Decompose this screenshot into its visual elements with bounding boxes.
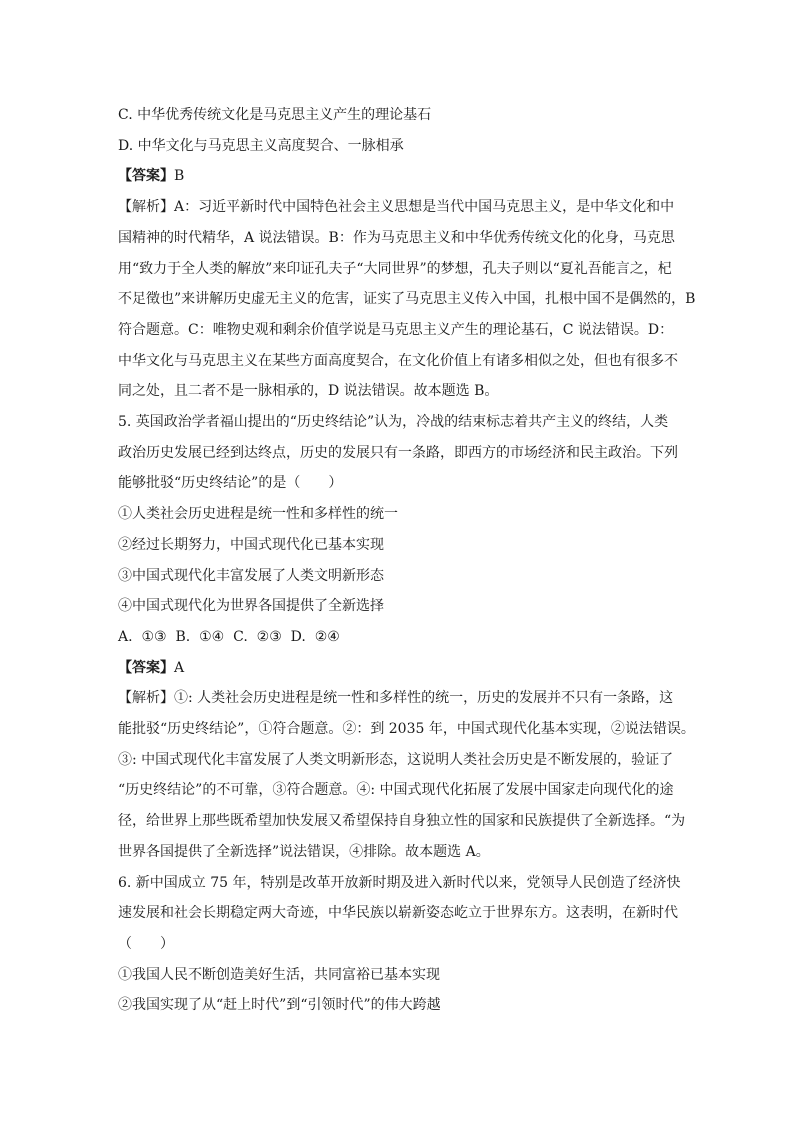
question-line: 速发展和社会长期稳定两大奇迹，中华民族以崭新姿态屹立于世界东方。这表明，在新时代 [118, 905, 678, 922]
document-page [118, 100, 696, 1021]
option-d: D. 中华文化与马克思主义高度契合、一脉相承 [118, 137, 404, 154]
statement-item: ①我国人民不断创造美好生活，共同富裕已基本实现 [118, 966, 440, 983]
statement-item: ①人类社会历史进程是统一性和多样性的统一 [118, 506, 398, 523]
choices-line: A. ①③ B. ①④ C. ②③ D. ②④ [118, 628, 340, 645]
analysis-line: 国精神的时代精华，A 说法错误。B：作为马克思主义和中华优秀传统文化的化身，马克思 [118, 229, 675, 246]
analysis-line: 【解析】A：习近平新时代中国特色社会主义思想是当代中国马克思主义，是中华文化和中 [118, 199, 675, 216]
analysis-line: 不足徵也”来讲解历史虚无主义的危害，证实了马克思主义传入中国，扎根中国不是偶然的，B [118, 291, 696, 308]
q5-choices [118, 622, 684, 653]
q5-analysis [118, 683, 695, 867]
question-line: 政治历史发展已经到达终点，历史的发展只有一条路，即西方的市场经济和民主政治。下列 [118, 444, 678, 461]
analysis-line: 用“致力于全人类的解放”来印证孔夫子“大同世界”的梦想，孔夫子则以“夏礼吾能言之，杞 [118, 260, 672, 277]
answer-label: 【答案】 [118, 168, 174, 185]
statement-item: ③中国式现代化丰富发展了人类文明新形态 [118, 567, 384, 584]
analysis-line: ③: 中国式现代化丰富发展了人类文明新形态，这说明人类社会历史是不断发展的，验证了 [118, 751, 674, 768]
q4-answer [118, 161, 684, 192]
analysis-line: 符合题意。C：唯物史观和剩余价值学说是马克思主义产生的理论基石，C 说法错误。D： [118, 321, 674, 338]
q6-items [118, 960, 684, 1021]
q4-analysis [118, 192, 696, 407]
statement-item: ②经过长期努力，中国式现代化已基本实现 [118, 536, 384, 553]
question-line: 5. 英国政治学者福山提出的“历史终结论”认为，冷战的结束标志着共产主义的终结，人类 [118, 414, 669, 431]
q5-stem [118, 407, 684, 499]
statement-item: ②我国实现了从“赶上时代”到“引领时代”的伟大跨越 [118, 997, 441, 1014]
answer-value: A [174, 659, 185, 676]
answer-value: B [174, 168, 185, 185]
analysis-line: 同之处，且二者不是一脉相承的，D 说法错误。故本题选 B。 [118, 383, 499, 400]
answer-label: 【答案】 [118, 659, 174, 676]
question-line: （ ） [118, 935, 174, 952]
analysis-line: 中华文化与马克思主义在某些方面高度契合，在文化价值上有诸多相似之处，但也有很多不 [118, 352, 678, 369]
analysis-line: 世界各国提供了全新选择”说法错误，④排除。故本题选 A。 [118, 843, 490, 860]
q5-answer [118, 653, 684, 684]
q4-options [118, 100, 684, 161]
q6-stem [118, 868, 684, 960]
analysis-line: 能批驳“历史终结论”，①符合题意。②：到 2035 年，中国式现代化基本实现，②说法错误。 [118, 721, 695, 738]
analysis-line: 径，给世界上那些既希望加快发展又希望保持自身独立性的国家和民族提供了全新选择。“为 [118, 813, 686, 830]
statement-item: ④中国式现代化为世界各国提供了全新选择 [118, 598, 384, 615]
analysis-line: 【解析】①: 人类社会历史进程是统一性和多样性的统一，历史的发展并不只有一条路，这 [118, 690, 674, 707]
option-c: C. 中华优秀传统文化是马克思主义产生的理论基石 [118, 107, 432, 123]
analysis-line: “历史终结论”的不可靠，③符合题意。④: 中国式现代化拓展了发展中国家走向现代化的途 [118, 782, 674, 799]
q5-items [118, 499, 684, 622]
question-line: 6. 新中国成立 75 年，特别是改革开放新时期及进入新时代以来，党领导人民创造了经济快 [118, 874, 681, 891]
question-line: 能够批驳“历史终结论”的是（ ） [118, 475, 343, 492]
